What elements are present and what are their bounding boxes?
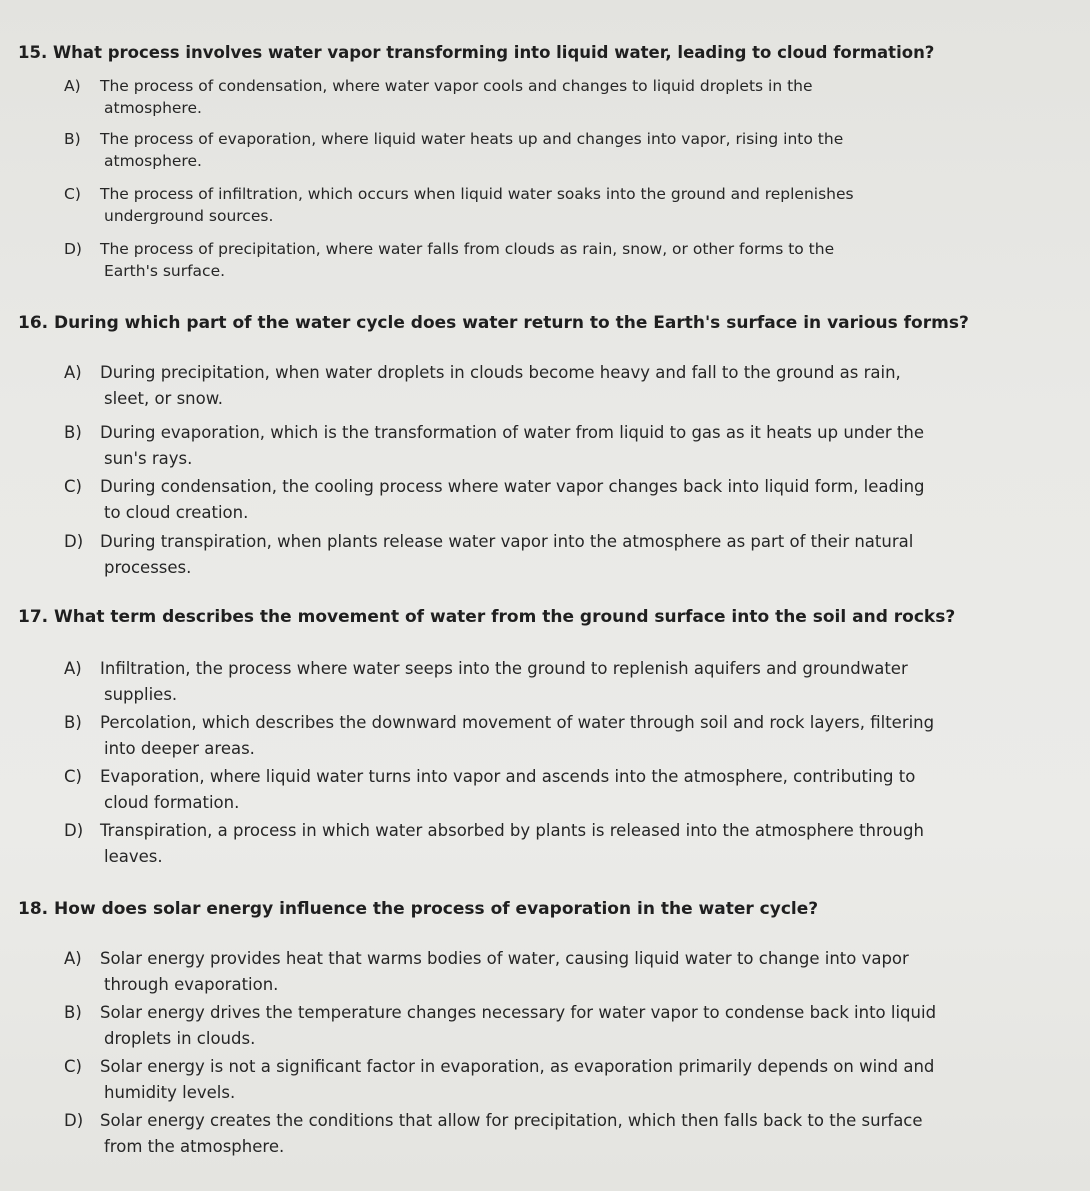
option-text-continued: humidity levels. [104, 1083, 236, 1102]
option-text-continued: processes. [104, 558, 192, 577]
question-text [18, 606, 955, 628]
question-number: 18. [18, 899, 49, 919]
option-letter: A) [64, 77, 81, 95]
option-text: Solar energy drives the temperature changes necessary for water vapor to condense back into liquid [100, 1003, 937, 1022]
option-d[interactable] [64, 238, 1024, 282]
option-d[interactable] [64, 818, 1024, 870]
option-text: The process of condensation, where water vapor cools and changes to liquid droplets in the [100, 77, 813, 95]
option-text: During transpiration, when plants release water vapor into the atmosphere as part of their natural [100, 532, 914, 551]
option-b[interactable] [64, 420, 1024, 472]
option-text-continued: from the atmosphere. [104, 1137, 285, 1156]
option-text: The process of precipitation, where water falls from clouds as rain, snow, or other forms to the [100, 240, 835, 258]
option-text-continued: atmosphere. [104, 152, 202, 170]
option-letter: C) [64, 767, 82, 786]
option-text: During evaporation, which is the transformation of water from liquid to gas as it heats up under the [100, 423, 924, 442]
option-text: Percolation, which describes the downward movement of water through soil and rock layers, filtering [100, 713, 935, 732]
option-text-continued: through evaporation. [104, 975, 279, 994]
option-text-continued: sleet, or snow. [104, 389, 223, 408]
question-text [18, 898, 818, 920]
option-d[interactable] [64, 1108, 1024, 1160]
option-letter: B) [64, 1003, 82, 1022]
option-text-continued: into deeper areas. [104, 739, 255, 758]
option-a[interactable] [64, 946, 1024, 998]
option-c[interactable] [64, 764, 1024, 816]
question-number: 15. [18, 43, 48, 62]
question-number: 16. [18, 313, 49, 333]
option-text: The process of evaporation, where liquid water heats up and changes into vapor, rising into the [100, 130, 844, 148]
option-letter: D) [64, 1111, 84, 1130]
question-text [18, 42, 934, 64]
option-text: Infiltration, the process where water seeps into the ground to replenish aquifers and groundwater [100, 659, 908, 678]
option-letter: C) [64, 185, 81, 203]
question-prompt: How does solar energy influence the process of evaporation in the water cycle? [54, 899, 819, 919]
option-text: The process of infiltration, which occurs when liquid water soaks into the ground and replenishes [100, 185, 854, 203]
question-number: 17. [18, 607, 49, 627]
option-text-continued: supplies. [104, 685, 178, 704]
option-text-continued: Earth's surface. [104, 262, 226, 280]
option-letter: D) [64, 821, 84, 840]
question-prompt: What process involves water vapor transforming into liquid water, leading to cloud formation? [52, 43, 935, 62]
option-text: Solar energy creates the conditions that allow for precipitation, which then falls back to the surface [100, 1111, 923, 1130]
question-prompt: What term describes the movement of water from the ground surface into the soil and rocks? [54, 607, 956, 627]
option-text-continued: sun's rays. [104, 449, 193, 468]
option-d[interactable] [64, 529, 1024, 581]
option-letter: C) [64, 1057, 82, 1076]
option-b[interactable] [64, 128, 1024, 172]
option-text-continued: to cloud creation. [104, 503, 249, 522]
option-letter: A) [64, 949, 82, 968]
option-b[interactable] [64, 710, 1024, 762]
option-text: During precipitation, when water droplets in clouds become heavy and fall to the ground as rain, [100, 363, 901, 382]
question-prompt: During which part of the water cycle does water return to the Earth's surface in various forms? [54, 313, 969, 333]
option-letter: B) [64, 423, 82, 442]
option-text: Transpiration, a process in which water absorbed by plants is released into the atmosphere through [100, 821, 924, 840]
option-text: Solar energy provides heat that warms bodies of water, causing liquid water to change into vapor [100, 949, 909, 968]
option-a[interactable] [64, 360, 1024, 412]
option-text-continued: underground sources. [104, 207, 274, 225]
option-a[interactable] [64, 656, 1024, 708]
option-letter: B) [64, 130, 81, 148]
option-text: Evaporation, where liquid water turns into vapor and ascends into the atmosphere, contributing to [100, 767, 916, 786]
option-letter: D) [64, 532, 84, 551]
option-c[interactable] [64, 474, 1024, 526]
option-c[interactable] [64, 183, 1024, 227]
option-letter: A) [64, 659, 82, 678]
option-text-continued: atmosphere. [104, 99, 202, 117]
option-text-continued: droplets in clouds. [104, 1029, 256, 1048]
option-letter: B) [64, 713, 82, 732]
option-letter: D) [64, 240, 82, 258]
option-text-continued: leaves. [104, 847, 163, 866]
question-text [18, 312, 969, 334]
option-letter: A) [64, 363, 82, 382]
option-a[interactable] [64, 75, 1024, 119]
option-text: During condensation, the cooling process where water vapor changes back into liquid form, leading [100, 477, 925, 496]
option-text-continued: cloud formation. [104, 793, 240, 812]
option-c[interactable] [64, 1054, 1024, 1106]
option-b[interactable] [64, 1000, 1024, 1052]
option-text: Solar energy is not a significant factor in evaporation, as evaporation primarily depends on wind and [100, 1057, 935, 1076]
option-letter: C) [64, 477, 82, 496]
